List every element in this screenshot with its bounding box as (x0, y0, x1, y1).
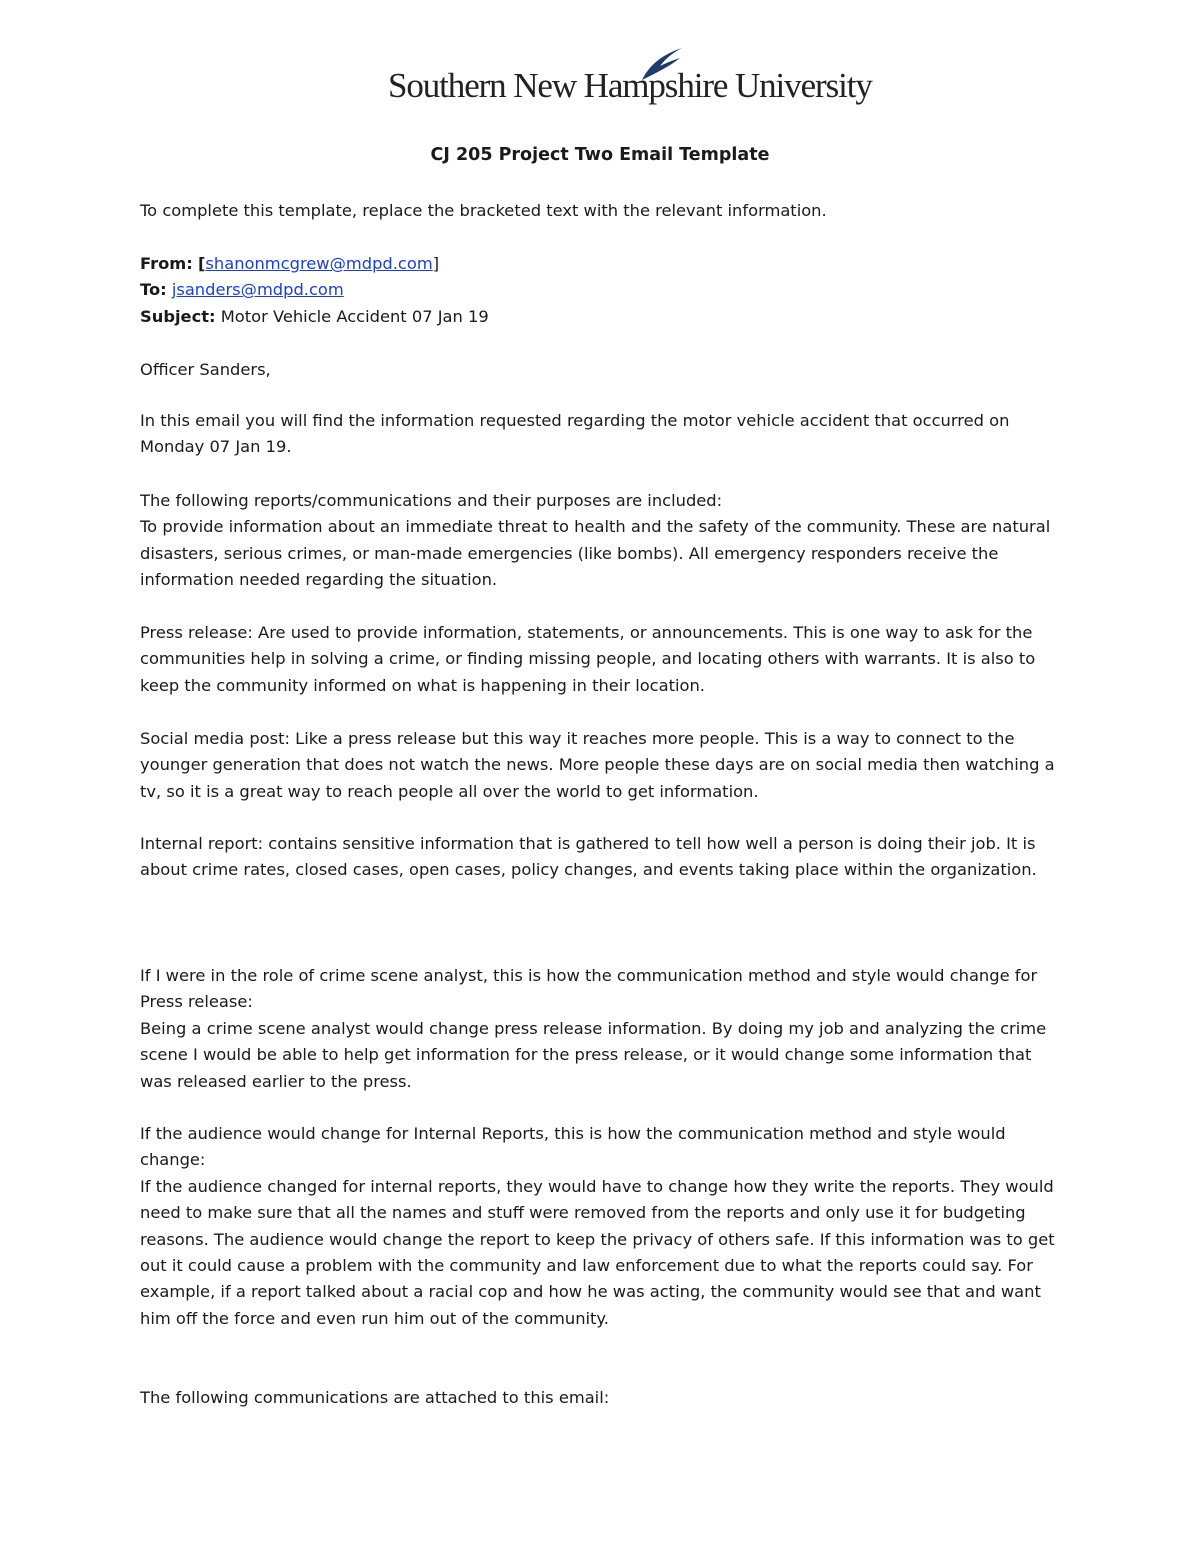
press-release-paragraph (140, 620, 1055, 699)
instructions-text: To complete this template, replace the bracketed text with the relevant information. (140, 201, 827, 220)
page-title: CJ 205 Project Two Email Template (430, 145, 770, 165)
intro-text: In this email you will find the information requested regarding the motor vehicle accident that occurred on Monday 07 Jan 19. (140, 411, 1010, 457)
press-release-text: Press release: Are used to provide information, statements, or announcements. This is one way to ask for the communities help in solving a crime, or finding missing people, and locating others with warrants. It is also to keep the community informed on what is happening in their location. (140, 623, 1036, 695)
subject-line (140, 304, 489, 330)
subject-label: Subject: (140, 307, 216, 326)
to-label: To: (140, 280, 167, 299)
from-close-bracket: ] (432, 254, 440, 273)
role-section (140, 963, 1055, 1095)
to-email-link[interactable]: jsanders@mdpd.com (171, 280, 344, 299)
audience-heading: If the audience would change for Internal Reports, this is how the communication method and style would change: (140, 1124, 1006, 1170)
internal-report-text: Internal report: contains sensitive information that is gathered to tell how well a person is doing their job. It is about crime rates, closed cases, open cases, policy changes, and events taking place within the organization. (140, 834, 1037, 880)
from-line (140, 251, 439, 277)
university-logo (388, 46, 872, 108)
from-email-link[interactable]: shanonmcgrew@mdpd.com (205, 254, 433, 273)
greeting: Officer Sanders, (140, 360, 271, 379)
reports-section (140, 488, 1055, 594)
attachments-text: The following communications are attached to this email: (140, 1388, 610, 1407)
reports-heading: The following reports/communications and their purposes are included: (140, 491, 723, 510)
internal-report-paragraph (140, 831, 1055, 884)
role-heading: If I were in the role of crime scene analyst, this is how the communication method and style would change for Press release: (140, 966, 1038, 1012)
subject-value: Motor Vehicle Accident 07 Jan 19 (220, 307, 489, 326)
intro-paragraph (140, 408, 1055, 461)
from-open-bracket: [ (197, 254, 206, 273)
logo-text: Southern New Hampshire University (388, 66, 872, 105)
role-text: Being a crime scene analyst would change press release information. By doing my job and analyzing the crime scene I would be able to help get information for the press release, or it would change some information that was released earlier to the press. (140, 1018, 1047, 1091)
reports-purpose: To provide information about an immediate threat to health and the safety of the community. These are natural disasters, serious crimes, or man-made emergencies (like bombs). All emergency responders receive the information needed regarding the situation. (140, 517, 1051, 590)
social-media-paragraph (140, 726, 1055, 805)
social-media-text: Social media post: Like a press release but this way it reaches more people. This is a way to connect to the younger generation that does not watch the news. More people these days are on social media then watching a tv, so it is a great way to reach people all over the world to get information. (140, 729, 1055, 801)
audience-text: If the audience changed for internal reports, they would have to change how they write the reports. They would need to make sure that all the names and stuff were removed from the reports and only use it for budgeting reasons. The audience would change the report to keep the privacy of others safe. If this information was to get out it could cause a problem with the community and law enforcement due to what the reports could say. For example, if a report talked about a racial cop and how he was acting, the community would see that and want him off the force and even run him out of the community. (140, 1176, 1055, 1328)
from-label: From: (140, 254, 193, 273)
audience-section (140, 1121, 1055, 1332)
to-line (140, 277, 344, 303)
